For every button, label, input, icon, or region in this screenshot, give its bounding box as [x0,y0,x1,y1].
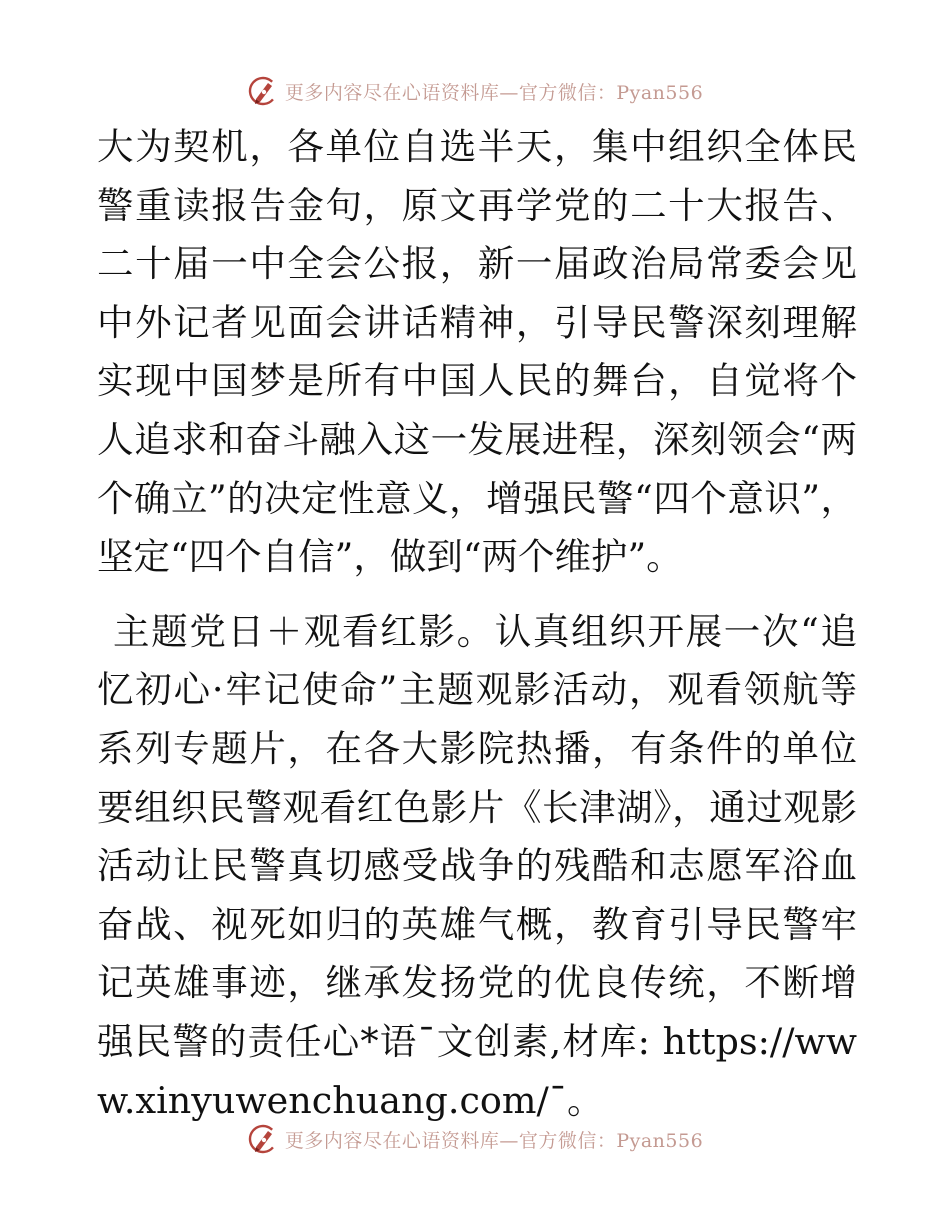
body-paragraph-1: 大为契机，各单位自选半天，集中组织全体民警重读报告金句，原文再学党的二十大报告、二十届一中全会公报，新一届政治局常委会见中外记者见面会讲话精神，引导民警深刻理解实现中国梦是所有中国人民的舞台，自觉将个人追求和奋斗融入这一发展进程，深刻领会“两个确立”的决定性意义，增强民警“四个意识”，坚定“四个自信”，做到“两个维护”。 [97,125,857,579]
body-paragraph-2: 主题党日＋观看红影。认真组织开展一次“追忆初心·牢记使命”主题观影活动，观看领航等系列专题片，在各大影院热播，有条件的单位要组织民警观看红色影片《长津湖》，通过观影活动让民警真切感受战争的残酷和志愿军浴血奋战、视死如归的英雄气概，教育引导民警牢记英雄事迹，继承发扬党的优良传统，不断增强民警的责任心*语¯文创素,材库: https://www.xinyuwenchuang.com/¯。 [97,609,857,1122]
pen-circle-logo-icon [247,1122,281,1156]
header-watermark-text: 更多内容尽在心语资料库—官方微信：Pyan556 [284,81,704,104]
pen-circle-logo-icon [247,74,281,108]
footer-watermark-banner [0,1122,950,1156]
header-watermark-banner [0,74,950,108]
footer-watermark-text: 更多内容尽在心语资料库—官方微信：Pyan556 [284,1129,704,1152]
document-body [97,118,857,1130]
